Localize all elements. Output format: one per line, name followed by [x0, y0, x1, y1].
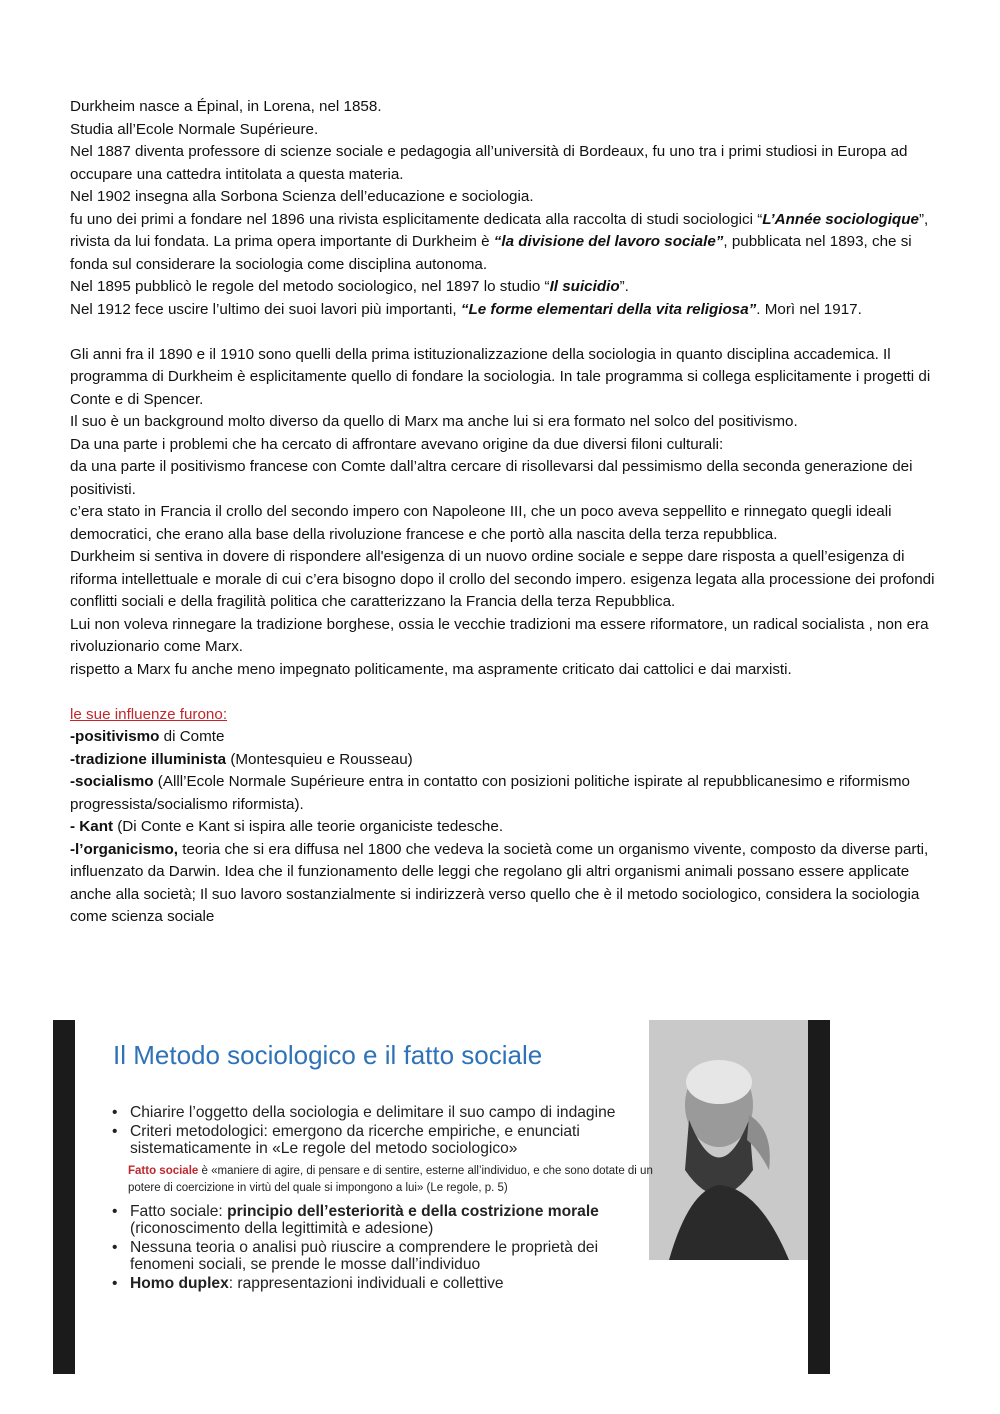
influence-label: -tradizione illuminista [70, 750, 227, 768]
paragraph: Studia all’Ecole Normale Supérieure. [70, 120, 319, 138]
paragraph: Durkheim nasce a Épinal, in Lorena, nel 1858. [70, 98, 382, 115]
text-run: fu uno dei primi a fondare nel 1896 una rivista esplicitamente dedicata alla raccolta di studi sociologici “ [70, 210, 763, 228]
influence-item [70, 726, 945, 749]
portrait-icon [649, 1020, 808, 1260]
slide-right-border [810, 1020, 830, 1374]
portrait-photo [649, 1020, 808, 1260]
paragraph: Nel 1887 diventa professore di scienze sociale e pedagogia all’università di Bordeaux, fu uno tra i primi studiosi in Europa ad occupare una cattedra intitolata a questa materia. [70, 143, 908, 183]
slide-image [53, 1020, 830, 1374]
paragraph: Nel 1902 insegna alla Sorbona Scienza dell’educazione e sociologia. [70, 188, 534, 205]
slide-bullet [112, 1203, 652, 1237]
book-title: “Le forme elementari della vita religiosa” [460, 300, 757, 318]
quote-text: è «maniere di agire, di pensare e di sentire, esterne all’individuo, e che sono dotate di un potere di coercizione in virtù del quale si impongono a lui» (Le regole, p. 5) [128, 1165, 653, 1194]
paragraph: Durkheim si sentiva in dovere di rispondere all'esigenza di un nuovo ordine sociale e seppe dare risposta a quell’esigenza di riforma intellettuale e morale di cui c’era bisogno dopo il crollo del secondo impero. esigenza legata alla processione dei profondi conflitti sociali e della fragilità politica che caratterizzano la Francia della terza Repubblica. [70, 548, 935, 610]
slide-quote [112, 1163, 688, 1197]
influence-text: (Montesquieu e Rousseau) [226, 750, 413, 768]
influence-label: -l’organicismo, [70, 840, 179, 858]
text-run: , pubblicata nel 1893, che si fonda sul considerare la sociologia come disciplina autonoma. [70, 233, 912, 273]
text-run: (riconoscimento della legittimità e adesione) [130, 1220, 434, 1237]
paragraph [70, 209, 945, 277]
text-run: . Morì nel 1917. [756, 300, 862, 318]
body-text [70, 96, 945, 929]
influences-heading: le sue influenze furono: [70, 705, 228, 723]
slide-bullets [112, 1104, 652, 1294]
influence-item [70, 749, 945, 772]
text-run: Nel 1912 fece uscire l’ultimo dei suoi lavori più importanti, [70, 300, 461, 318]
paragraph: rispetto a Marx fu anche meno impegnato politicamente, ma aspramente criticato dai cattolici e dai marxisti. [70, 660, 792, 678]
influence-text: (Alll’Ecole Normale Supérieure entra in contatto con posizioni politiche ispirate al repubblicanesimo e riformismo progressista/socialismo riformista). [70, 773, 910, 813]
book-title: “la divisione del lavoro sociale” [493, 233, 724, 250]
slide-bullet: • Nessuna teoria o analisi può riuscire a comprendere le proprietà dei fenomeni sociali, se prende le mosse dall’individuo [112, 1239, 652, 1273]
influence-item [70, 771, 945, 816]
paragraph [70, 276, 945, 299]
text-run: Fatto sociale: [130, 1203, 228, 1220]
influence-text: (Di Conte e Kant si ispira alle teorie organiciste tedesche. [113, 818, 504, 835]
influence-item [70, 816, 945, 839]
paragraph [70, 299, 945, 322]
influence-label: - Kant [70, 818, 114, 835]
text-run: Nel 1895 pubblicò le regole del metodo sociologico, nel 1897 lo studio “ [70, 278, 550, 295]
influence-label: -socialismo [70, 773, 154, 790]
paragraph: Gli anni fra il 1890 e il 1910 sono quelli della prima istituzionalizzazione della sociologia in quanto disciplina accademica. Il programma di Durkheim è esplicitamente quello di fondare la sociologia. In tale programma si collega esplicitamente i progetti di Conte e di Spencer. [70, 345, 931, 408]
influence-label: -positivismo [70, 728, 160, 745]
quote-label: Fatto sociale [128, 1165, 199, 1177]
slide-content [75, 1020, 808, 1374]
text-run: : rappresentazioni individuali e collettive [228, 1275, 504, 1292]
slide-bullet [112, 1275, 652, 1292]
paragraph: Lui non voleva rinnegare la tradizione borghese, ossia le vecchie tradizioni ma essere riformatore, un radical socialista , non era rivoluzionario come Marx. [70, 615, 929, 655]
slide-title: Il Metodo sociologico e il fatto sociale [113, 1040, 543, 1070]
text-run-bold: Homo duplex [130, 1275, 229, 1292]
slide-bullet: • Criteri metodologici: emergono da ricerche empiriche, e enunciati sistematicamente in «Le regole del metodo sociologico» [112, 1123, 652, 1157]
text-run-bold: principio dell’esteriorità e della costrizione morale [227, 1203, 599, 1220]
influence-text: di Comte [159, 728, 225, 745]
paragraph: Da una parte i problemi che ha cercato di affrontare avevano origine da due diversi filoni culturali: [70, 435, 724, 453]
slide-bullet: • Chiarire l’oggetto della sociologia e delimitare il suo campo di indagine [112, 1104, 652, 1121]
text-run: ”, rivista da lui fondata. La prima opera importante di Durkheim è [70, 210, 929, 250]
paragraph: da una parte il positivismo francese con Comte dall’altra cercare di risollevarsi dal pessimismo della seconda generazione dei positivisti. [70, 458, 913, 498]
influence-text: teoria che si era diffusa nel 1800 che vedeva la società come un organismo vivente, composto da diverse parti, influenzato da Darwin. Idea che il funzionamento delle leggi che regolano gli altri organismi animali possano essere applicate anche alla società; Il suo lavoro sostanzialmente si indirizzerà verso quello che è il metodo sociologico, considera la sociologia come scienza sociale [70, 840, 929, 925]
journal-title: L’Année sociologique [762, 210, 919, 228]
book-title: Il suicidio [549, 278, 620, 295]
paragraph: Il suo è un background molto diverso da quello di Marx ma anche lui si era formato nel solco del positivismo. [70, 413, 798, 430]
influence-item [70, 839, 945, 929]
text-run: ”. [619, 278, 629, 295]
paragraph: c’era stato in Francia il crollo del secondo impero con Napoleone III, che un poco aveva seppellito e rinnegato quegli ideali democratici, che erano alla base della rivoluzione francese e che portò alla nascita della terza repubblica. [70, 503, 892, 543]
